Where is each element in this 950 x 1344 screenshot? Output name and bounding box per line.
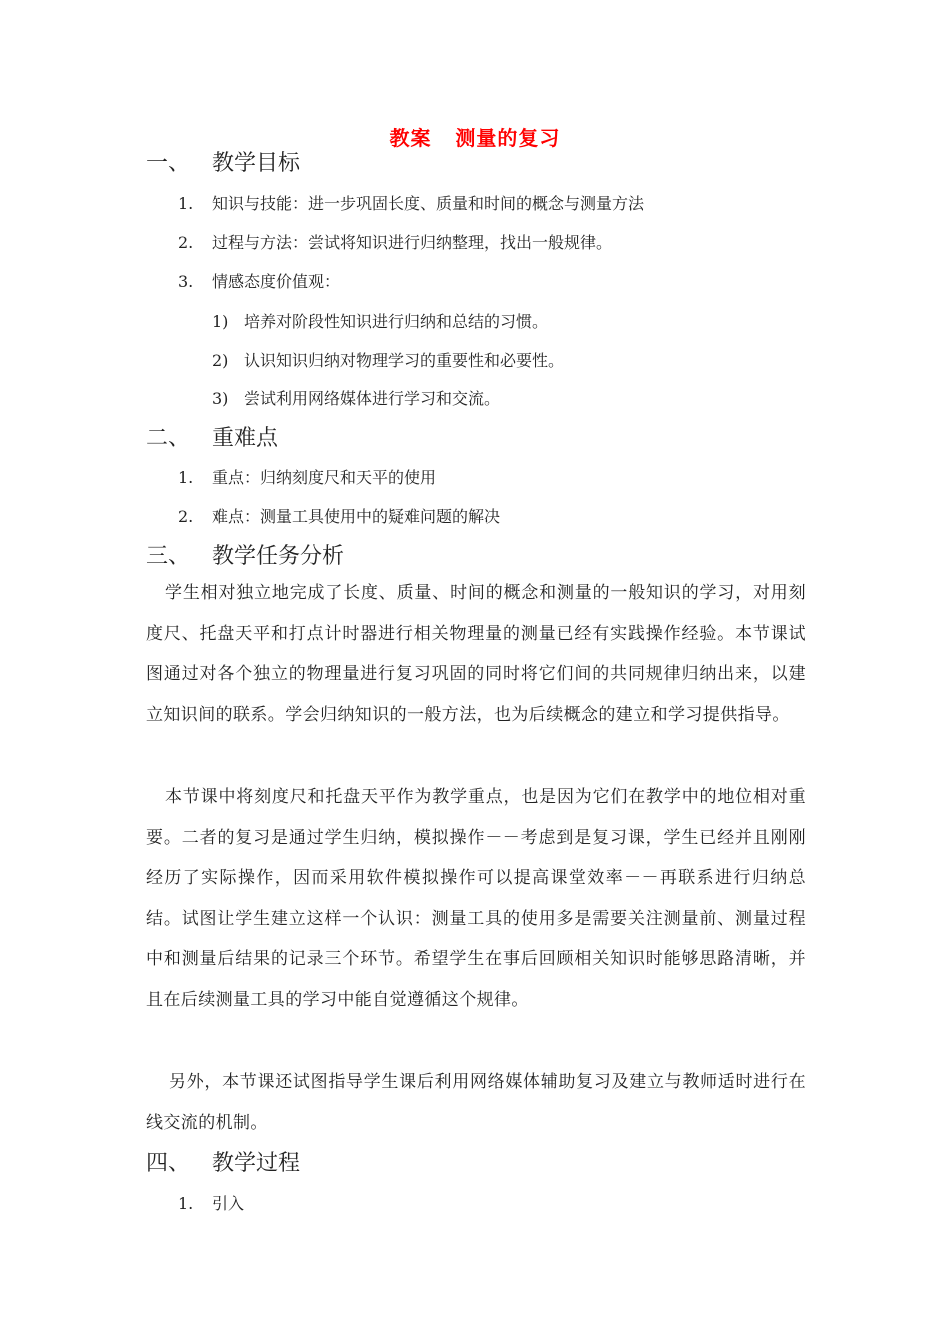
list-text: 过程与方法：尝试将知识进行归纳整理，找出一般规律。 [212,233,613,252]
list-text: 知识与技能：进一步巩固长度、质量和时间的概念与测量方法 [212,194,645,213]
list-text: 情感态度价值观： [212,272,341,291]
section-heading-3 [146,539,344,570]
section-title: 教学过程 [212,1151,301,1176]
sub-list-item [212,386,500,409]
sub-list-text: 尝试利用网络媒体进行学习和交流。 [244,389,501,408]
list-text: 重点：归纳刻度尺和天平的使用 [212,468,437,487]
list-item [178,465,436,488]
list-item [178,504,500,527]
list-item [178,230,612,253]
list-number: 2. [178,507,194,526]
section-title: 教学目标 [212,151,301,176]
list-text: 引入 [212,1194,245,1213]
section-heading-4 [146,1146,300,1177]
list-number: 1. [178,1194,194,1213]
section-number: 一、 [146,151,191,176]
list-item [178,191,644,214]
section-title: 重难点 [212,426,279,451]
sub-list-text: 认识知识归纳对物理学习的重要性和必要性。 [244,351,565,370]
section-number: 三、 [146,544,191,569]
list-number: 2. [178,233,194,252]
section-number: 四、 [146,1151,191,1176]
sub-list-number: 3) [212,389,229,408]
paragraph: 学生相对独立地完成了长度、质量、时间的概念和测量的一般知识的学习，对用刻度尺、托盘天平和打点计时器进行相关物理量的测量已经有实践操作经验。本节课试图通过对各个独立的物理量进行复习巩固的同时将它们间的共同规律归纳出来，以建立知识间的联系。学会归纳知识的一般方法，也为后续概念的建立和学习提供指导。 [146,583,806,725]
sub-list-text: 培养对阶段性知识进行归纳和总结的习惯。 [244,312,549,331]
sub-list-item [212,309,548,332]
list-item [178,1191,244,1214]
sub-list-number: 1) [212,312,229,331]
section-number: 二、 [146,426,191,451]
list-number: 1. [178,194,194,213]
section-heading-2 [146,421,278,452]
document-title: 教案 测量的复习 [389,126,561,150]
paragraph: 本节课中将刻度尺和托盘天平作为教学重点，也是因为它们在教学中的地位相对重要。二者的复习是通过学生归纳，模拟操作－－考虑到是复习课，学生已经并且刚刚经历了实际操作，因而采用软件模拟操作可以提高课堂效率－－再联系进行归纳总结。试图让学生建立这样一个认识：测量工具的使用多是需要关注测量前、测量过程中和测量后结果的记录三个环节。希望学生在事后回顾相关知识时能够思路清晰，并且在后续测量工具的学习中能自觉遵循这个规律。 [146,787,806,1010]
section-title: 教学任务分析 [212,544,345,569]
list-number: 1. [178,468,194,487]
section-heading-1 [146,146,300,177]
list-text: 难点：测量工具使用中的疑难问题的解决 [212,507,501,526]
list-number: 3. [178,272,194,291]
sub-list-number: 2) [212,351,229,370]
paragraph: 另外，本节课还试图指导学生课后利用网络媒体辅助复习及建立与教师适时进行在线交流的机制。 [146,1072,806,1133]
list-item [178,269,340,292]
sub-list-item [212,348,564,371]
